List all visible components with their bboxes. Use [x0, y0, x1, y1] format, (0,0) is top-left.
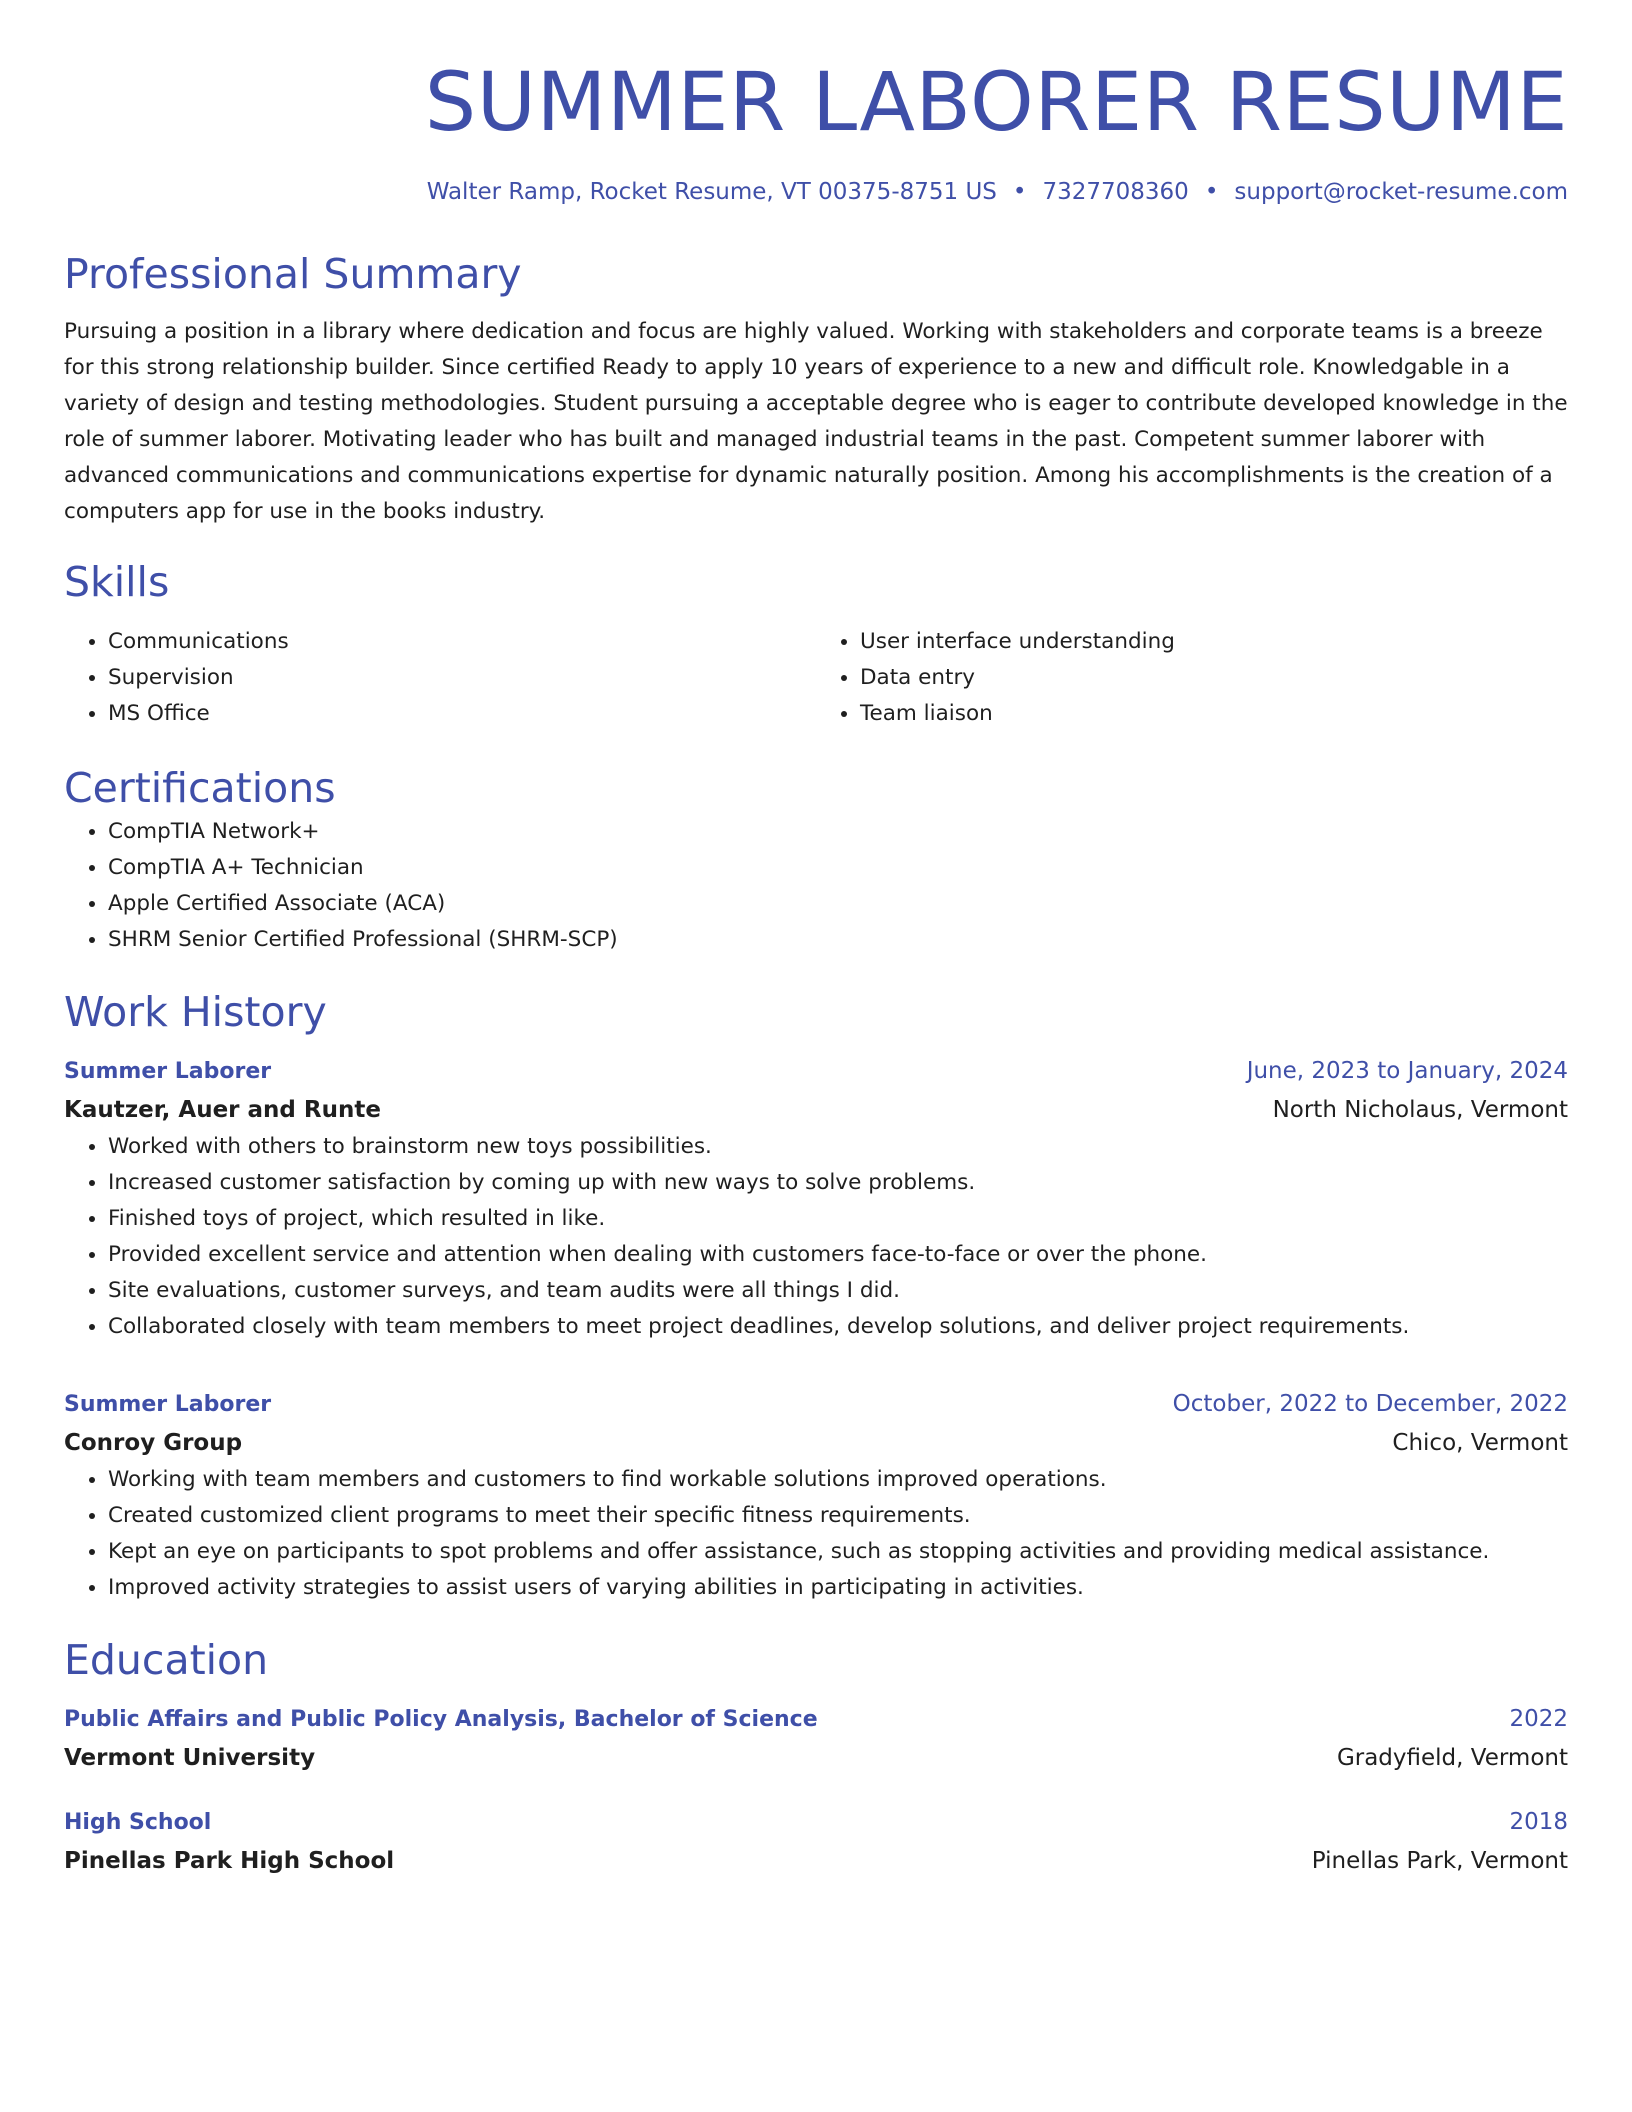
contact-phone: 7327708360: [1042, 179, 1189, 205]
education-entry-header: [64, 1803, 1568, 1842]
job-dates: October, 2022 to December, 2022: [1172, 1391, 1568, 1417]
degree-title: High School: [64, 1810, 212, 1835]
contact-line: [64, 174, 1568, 210]
school-location: Pinellas Park, Vermont: [1311, 1848, 1568, 1874]
certification-item: • CompTIA Network+: [108, 814, 1568, 850]
job-location: North Nicholaus, Vermont: [1272, 1097, 1568, 1123]
school-name: Pinellas Park High School: [64, 1848, 395, 1874]
job-title: Summer Laborer: [64, 1392, 272, 1417]
education-entry: [64, 1700, 1568, 1777]
skills-list-right: [816, 624, 1568, 732]
skill-item: • Communications: [108, 624, 816, 660]
skills-heading: Skills: [64, 558, 170, 606]
work-entry: [64, 1052, 1568, 1345]
school-name: Vermont University: [64, 1745, 316, 1771]
contact-address: Walter Ramp, Rocket Resume, VT 00375-8751 US: [426, 179, 997, 205]
certification-item: • CompTIA A+ Technician: [108, 850, 1568, 886]
job-location: Chico, Vermont: [1392, 1430, 1568, 1456]
skill-item: • Data entry: [860, 660, 1568, 696]
skill-item: • Team liaison: [860, 696, 1568, 732]
job-bullet: • Collaborated closely with team members to meet project deadlines, develop solutions, and deliver project requirements.: [108, 1309, 1568, 1345]
job-bullet: • Increased customer satisfaction by coming up with new ways to solve problems.: [108, 1165, 1568, 1201]
work-entry-subheader: [64, 1424, 1568, 1462]
school-location: Gradyfield, Vermont: [1336, 1745, 1568, 1771]
job-bullet: • Finished toys of project, which resulted in like.: [108, 1201, 1568, 1237]
contact-email: support@rocket-resume.com: [1234, 179, 1568, 205]
work-entry-header: [64, 1052, 1568, 1091]
skill-item: • User interface understanding: [860, 624, 1568, 660]
certification-item: • Apple Certified Associate (ACA): [108, 886, 1568, 922]
work-history-heading: Work History: [64, 988, 327, 1036]
resume-title: SUMMER LABORER RESUME: [424, 56, 1568, 150]
certifications-heading: Certifications: [64, 764, 336, 812]
contact-separator: •: [1204, 179, 1219, 205]
work-entry-header: [64, 1385, 1568, 1424]
work-entry: [64, 1385, 1568, 1606]
skills-columns: [64, 624, 1568, 732]
education-entry-subheader: [64, 1842, 1568, 1880]
job-bullet: • Working with team members and customers to find workable solutions improved operations.: [108, 1462, 1568, 1498]
summary-heading: Professional Summary: [64, 250, 522, 298]
skill-item: • MS Office: [108, 696, 816, 732]
job-bullet: • Improved activity strategies to assist users of varying abilities in participating in activities.: [108, 1570, 1568, 1606]
job-bullet: • Site evaluations, customer surveys, and team audits were all things I did.: [108, 1273, 1568, 1309]
degree-title: Public Affairs and Public Policy Analysis, Bachelor of Science: [64, 1707, 818, 1732]
job-title: Summer Laborer: [64, 1059, 272, 1084]
graduation-year: 2022: [1509, 1706, 1568, 1732]
contact-separator: •: [1012, 179, 1027, 205]
job-responsibilities: [64, 1129, 1568, 1345]
skills-list-left: [64, 624, 816, 732]
job-company: Kautzer, Auer and Runte: [64, 1097, 381, 1123]
education-entry-header: [64, 1700, 1568, 1739]
job-responsibilities: [64, 1462, 1568, 1606]
certification-item: • SHRM Senior Certified Professional (SHRM-SCP): [108, 922, 1568, 958]
job-company: Conroy Group: [64, 1430, 243, 1456]
job-dates: June, 2023 to January, 2024: [1246, 1058, 1568, 1084]
education-entry-subheader: [64, 1739, 1568, 1777]
job-bullet: • Provided excellent service and attention when dealing with customers face-to-face or over the phone.: [108, 1237, 1568, 1273]
skill-item: • Supervision: [108, 660, 816, 696]
job-bullet: • Created customized client programs to meet their specific fitness requirements.: [108, 1498, 1568, 1534]
summary-text: Pursuing a position in a library where dedication and focus are highly valued. Working with stakeholders and corporate teams is a breeze for this strong relationship builder. Since certified Ready to apply 10 years of experience to a new and difficult role. Knowledgable in a variety of design and testing methodologies. Student pursuing a acceptable degree who is eager to contribute developed knowledge in the role of summer laborer. Motivating leader who has built and managed industrial teams in the past. Competent summer laborer with advanced communications and communications expertise for dynamic naturally position. Among his accomplishments is the creation of a computers app for use in the books industry.: [64, 319, 1568, 524]
job-bullet: • Kept an eye on participants to spot problems and offer assistance, such as stopping activities and providing medical assistance.: [108, 1534, 1568, 1570]
job-bullet: • Worked with others to brainstorm new toys possibilities.: [108, 1129, 1568, 1165]
graduation-year: 2018: [1509, 1809, 1568, 1835]
education-heading: Education: [64, 1636, 269, 1684]
education-entry: [64, 1803, 1568, 1880]
work-entry-subheader: [64, 1091, 1568, 1129]
certifications-list: [64, 814, 1568, 958]
